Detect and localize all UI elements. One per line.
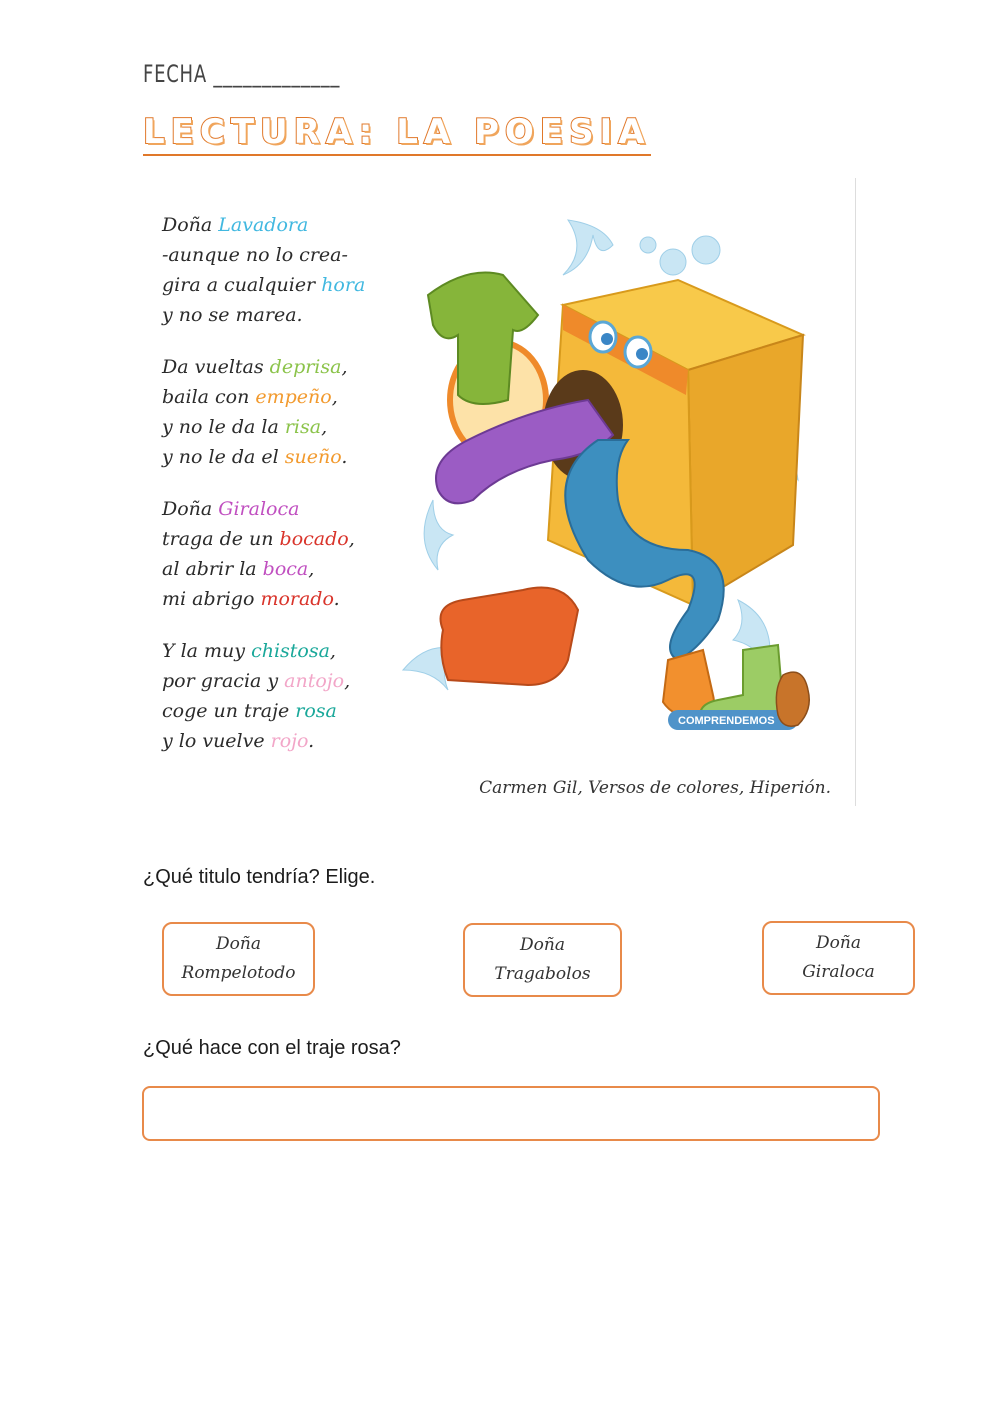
poem-punctuation: , xyxy=(344,670,351,692)
poem-keyword: antojo xyxy=(284,670,345,692)
poem-punctuation: . xyxy=(333,588,340,610)
poem-line xyxy=(162,726,365,756)
option-line2: Rompelotodo xyxy=(181,963,296,983)
option-line1: Doña xyxy=(216,934,261,954)
poem-line xyxy=(162,240,365,270)
poem-keyword: Lavadora xyxy=(218,214,309,236)
poem-text xyxy=(162,210,365,778)
washing-machine-illustration xyxy=(398,200,818,740)
poem-keyword: morado xyxy=(260,588,334,610)
poem-card xyxy=(143,178,856,806)
poem-stanza xyxy=(162,210,365,330)
poem-line-text: y lo vuelve xyxy=(162,730,271,752)
poem-line xyxy=(162,382,365,412)
poem-keyword: risa xyxy=(284,416,322,438)
poem-line xyxy=(162,300,365,330)
poem-line-text: traga de un xyxy=(162,528,280,550)
poem-line-text: Doña xyxy=(162,214,219,236)
poem-stanza xyxy=(162,494,365,614)
option-giraloca[interactable] xyxy=(762,921,915,995)
poem-stanza xyxy=(162,636,365,756)
poem-line xyxy=(162,352,365,382)
poem-keyword: hora xyxy=(321,274,366,296)
poem-keyword: rosa xyxy=(295,700,337,722)
poem-keyword: deprisa xyxy=(269,356,342,378)
option-line2: Tragabolos xyxy=(494,964,591,984)
poem-line-text: y no le da el xyxy=(162,446,285,468)
poem-line xyxy=(162,636,365,666)
page-title: LECTURA: LA POESIA xyxy=(143,112,651,156)
poem-stanza xyxy=(162,352,365,472)
poem-keyword: Giraloca xyxy=(218,498,300,520)
poem-line-text: coge un traje xyxy=(162,700,296,722)
poem-punctuation: . xyxy=(341,446,348,468)
answer-input[interactable] xyxy=(142,1086,880,1141)
poem-punctuation: , xyxy=(341,356,348,378)
poem-keyword: chistosa xyxy=(251,640,330,662)
poem-line xyxy=(162,524,365,554)
poem-line xyxy=(162,442,365,472)
poem-line xyxy=(162,666,365,696)
poem-line xyxy=(162,412,365,442)
orange-sweater-icon xyxy=(441,588,579,686)
question-title: ¿Qué titulo tendría? Elige. xyxy=(143,866,376,888)
poem-keyword: empeño xyxy=(255,386,332,408)
poem-line xyxy=(162,270,365,300)
poem-line-text: Doña xyxy=(162,498,219,520)
poem-keyword: sueño xyxy=(284,446,342,468)
poem-keyword: rojo xyxy=(270,730,309,752)
poem-punctuation: , xyxy=(331,386,338,408)
poem-line-text: -aunque no lo crea- xyxy=(162,244,348,266)
poem-line-text: y no se marea. xyxy=(162,304,303,326)
date-line: FECHA _____________ xyxy=(143,60,341,88)
poem-keyword: boca xyxy=(262,558,309,580)
poem-line xyxy=(162,696,365,726)
poem-line xyxy=(162,584,365,614)
poem-punctuation: , xyxy=(348,528,355,550)
option-line1: Doña xyxy=(520,935,565,955)
poem-credit: Carmen Gil, Versos de colores, Hiperión. xyxy=(479,778,831,798)
poem-line xyxy=(162,554,365,584)
poem-punctuation: , xyxy=(321,416,328,438)
poem-keyword: bocado xyxy=(279,528,349,550)
poem-punctuation: , xyxy=(329,640,336,662)
option-tragabolos[interactable] xyxy=(463,923,622,997)
question-traje-rosa: ¿Qué hace con el traje rosa? xyxy=(143,1037,401,1059)
poem-punctuation: . xyxy=(308,730,315,752)
option-rompelotodo[interactable] xyxy=(162,922,315,996)
poem-line-text: baila con xyxy=(162,386,256,408)
poem-line xyxy=(162,494,365,524)
poem-punctuation: , xyxy=(308,558,315,580)
poem-line-text: mi abrigo xyxy=(162,588,261,610)
badge-label: COMPRENDEMOS xyxy=(678,715,775,727)
poem-line-text: gira a cualquier xyxy=(162,274,322,296)
squirrel-icon xyxy=(776,672,809,726)
option-line2: Giraloca xyxy=(802,962,875,982)
poem-line-text: y no le da la xyxy=(162,416,285,438)
poem-line-text: al abrir la xyxy=(162,558,263,580)
option-line1: Doña xyxy=(816,933,861,953)
poem-line xyxy=(162,210,365,240)
poem-line-text: por gracia y xyxy=(162,670,285,692)
poem-line-text: Y la muy xyxy=(162,640,252,662)
poem-line-text: Da vueltas xyxy=(162,356,270,378)
